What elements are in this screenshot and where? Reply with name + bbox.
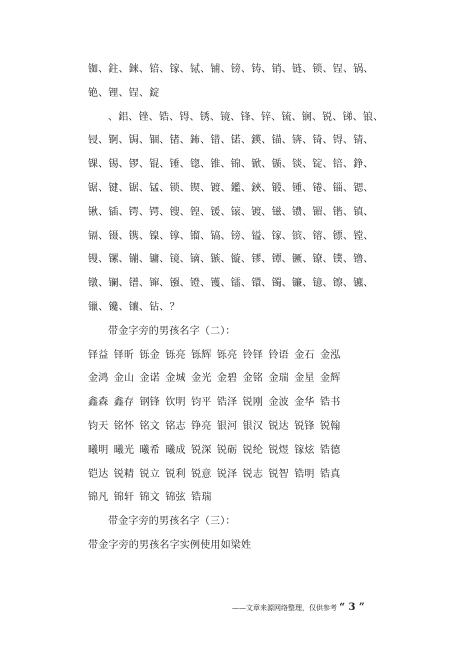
- name-list-line: 曦明 曦光 曦希 曦成 锐深 锐砺 锐纶 锐煜 镓炫 锆德: [88, 444, 341, 456]
- page-number: “ 3 ”: [339, 602, 365, 613]
- section-heading: 带金字旁的男孩名字（三）：: [108, 516, 236, 528]
- footer-source-note: ——文章来源网络整理，仅供参考: [232, 604, 337, 612]
- name-list-line: 鑫森 鑫存 钢锋 钦明 钧平 锆泽 锐刚 金波 金华 锆书: [88, 397, 341, 409]
- page-footer: [232, 602, 365, 613]
- section-heading: 带金字旁的男孩名字（二）：: [108, 325, 236, 337]
- name-list-line: 铠达 锐精 锐立 锐利 锐意 锐泽 锐志 锐智 锆明 锆真: [88, 468, 341, 480]
- document-body: [88, 58, 388, 558]
- name-list-line: 钧天 铭怀 铭文 铭志 铮亮 银河 银汉 锐达 锐锋 锐翰: [88, 420, 341, 432]
- name-list-line: 铎益 铎昕 铄金 铄亮 铄辉 铄亮 铃铎 铃语 金石 金泓: [88, 349, 341, 361]
- body-paragraph: 带金字旁的男孩名字实例使用如梁姓: [88, 539, 252, 551]
- name-list-line: 金鸿 金山 金诺 金城 金光 金碧 金铭 金瑞 金星 金辉: [88, 373, 341, 385]
- name-list-line: 锦凡 锦轩 锦文 锦弦 锆瑞: [88, 492, 212, 504]
- character-list-paragraph: 铷、鉒、錸、锫、镓、铽、铺、镑、铸、销、链、锁、锃、锅、铯、锂、锃、錠: [88, 64, 374, 99]
- character-list-paragraph: 、鋁、锉、锆、锝、锈、镜、锋、锌、锍、锎、锐、锑、锒、锓、锕、锔、锢、锗、鈽、错、锘、鍈、锚、锛、锜、锝、锖、锞、锡、锣、锟、锤、锪、锥、锦、锨、锧、锬、锭、锫、錚、锯、键、锯、锰、锁、锲、镀、鑑、鋏、锻、锺、锩、锱、锶、锹、锸、锷、锷、锼、锽、锾、锿、镀、镃、镄、镅、锴、镇、镉、镊、镌、镍、镎、镏、镐、镑、镒、镓、镔、镕、镖、镗、镘、镙、镚、镛、镜、镝、镞、镟、镠、镡、镢、镣、镤、镥、镦、镧、镨、镩、镪、镫、镬、镭、镮、镯、镰、镱、镲、镳、镴、镵、镶、钻、？: [88, 111, 384, 313]
